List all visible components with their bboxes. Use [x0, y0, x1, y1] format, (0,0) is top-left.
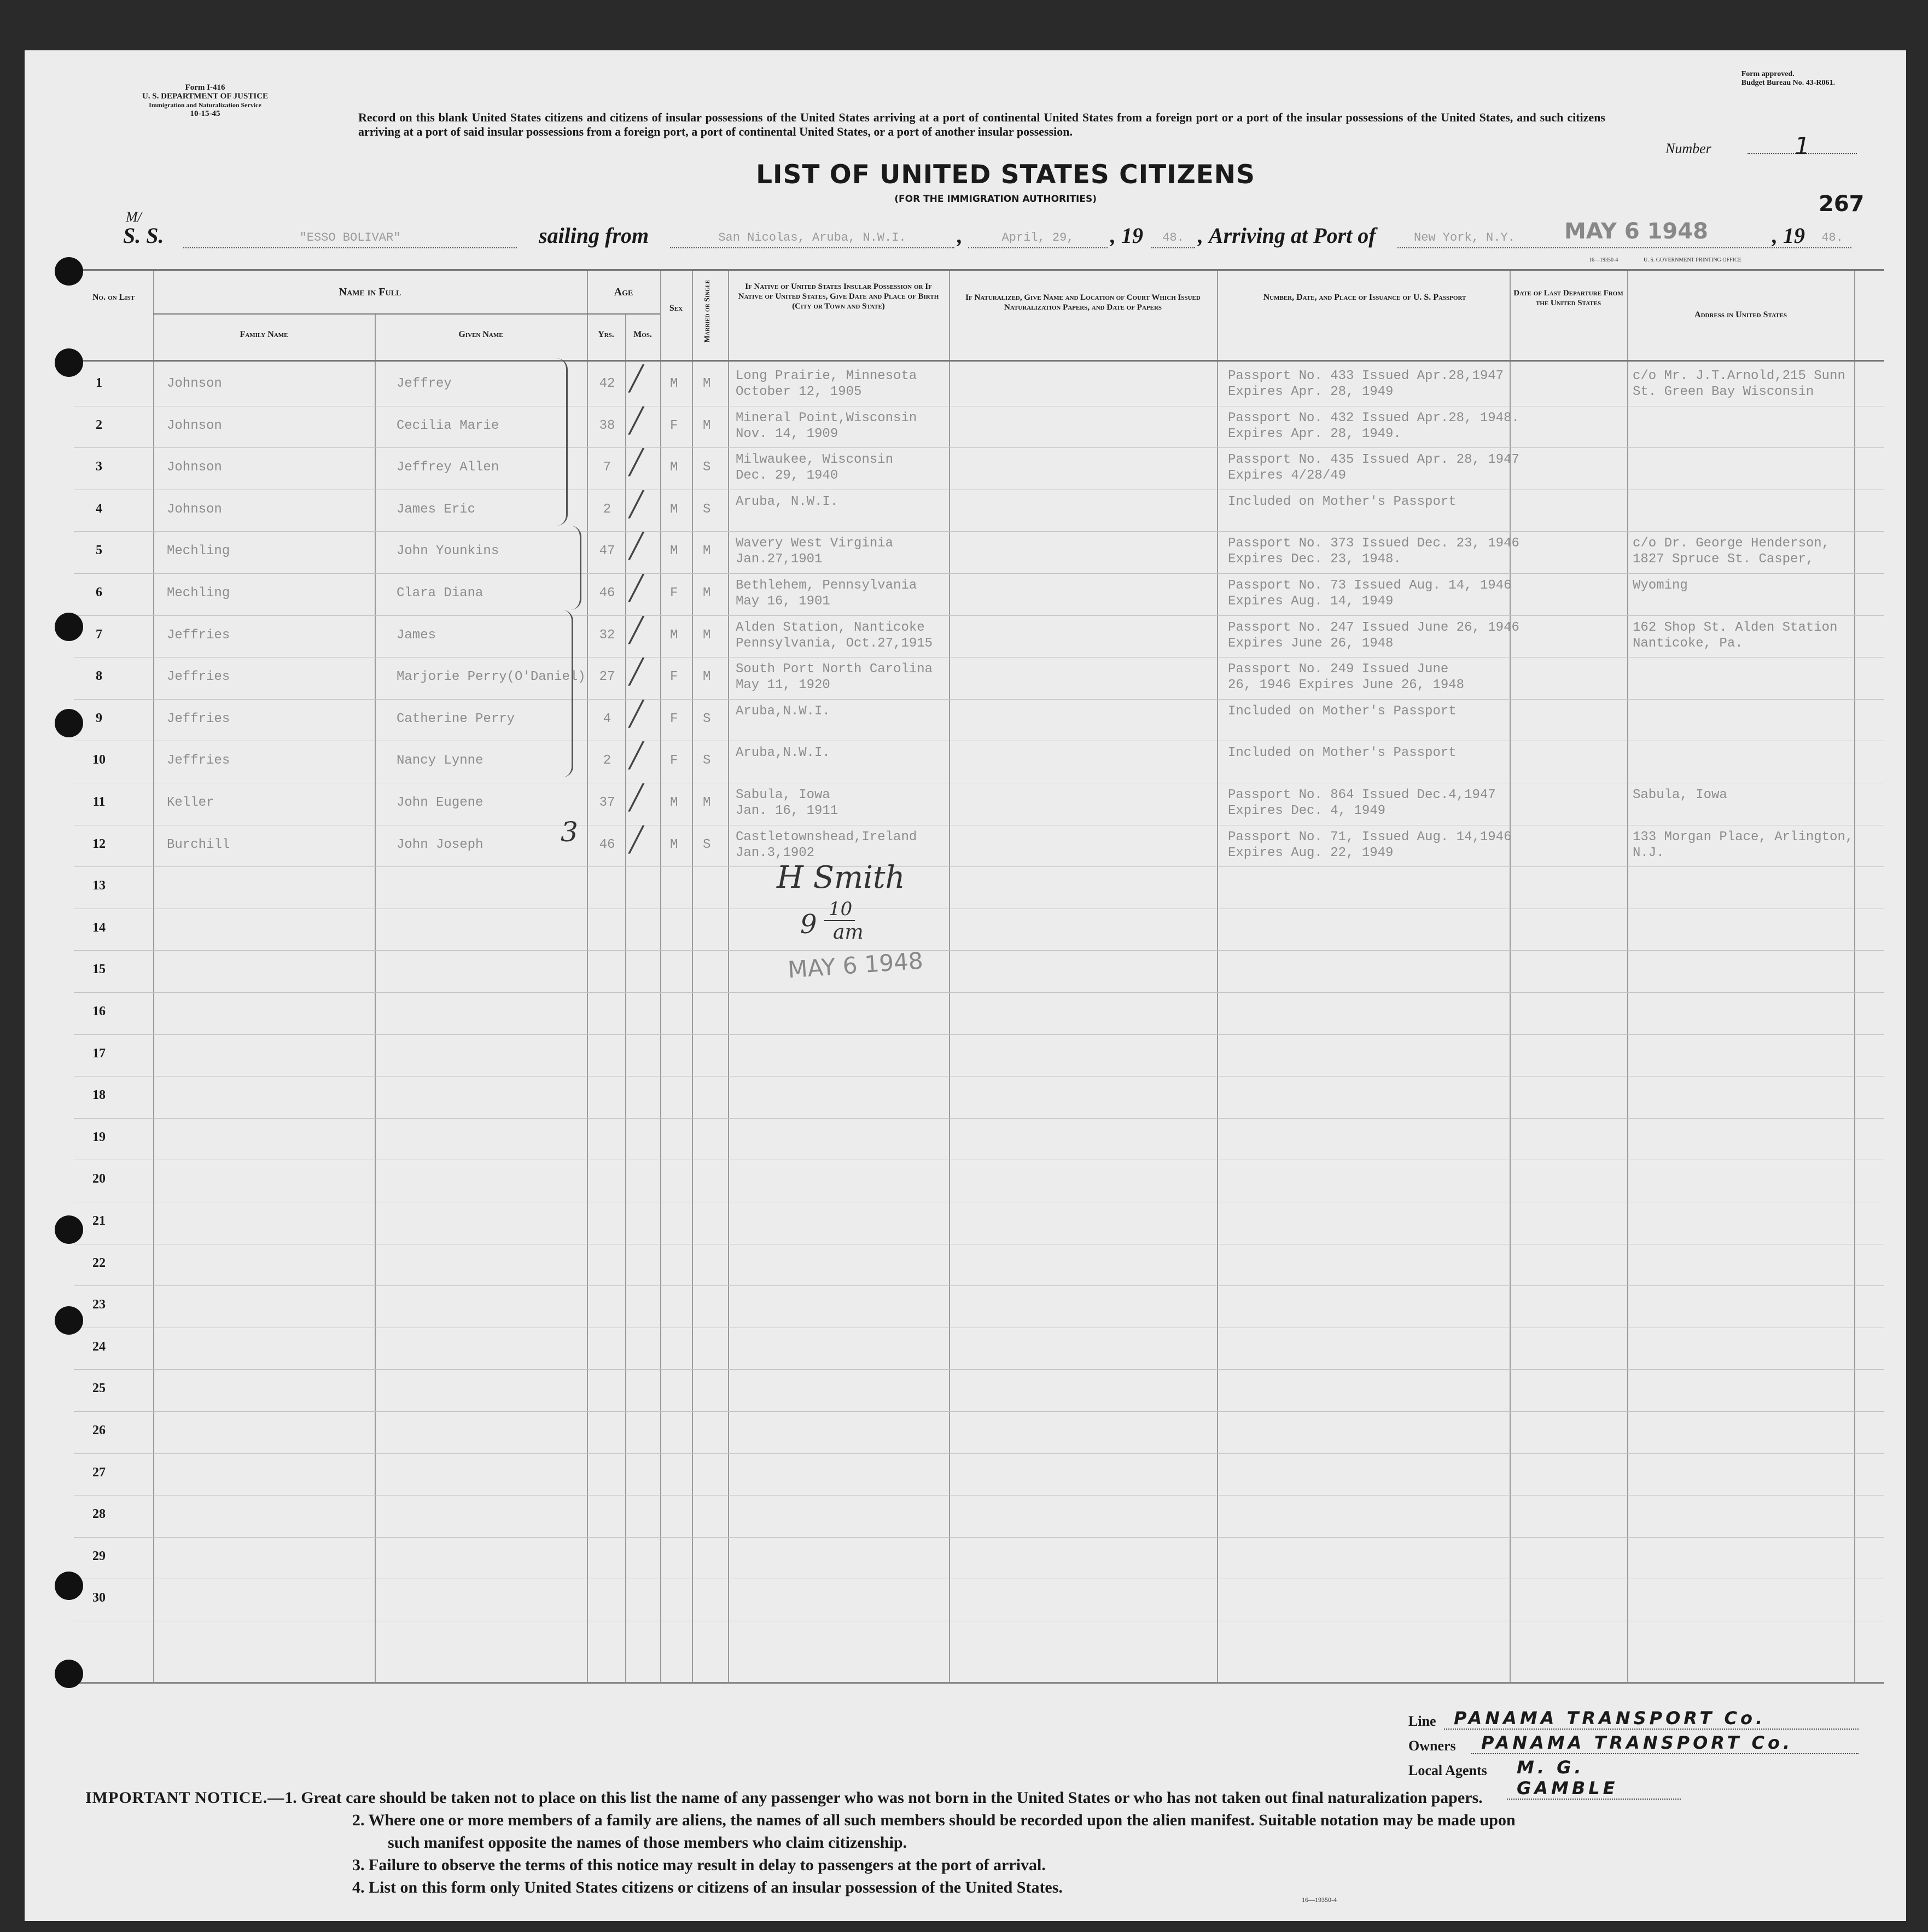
row-divider [74, 1034, 1884, 1035]
row-number: 28 [92, 1507, 106, 1522]
check-mark: ╱ [629, 574, 644, 602]
marital-status: M [703, 670, 711, 685]
family-name: Mechling [167, 544, 230, 559]
row-number: 16 [92, 1004, 106, 1019]
arrival-port: New York, N.Y. [1397, 231, 1819, 248]
row-number: 1 [96, 376, 102, 390]
birth-place: Aruba,N.W.I. [736, 703, 830, 719]
age-years: 2 [603, 502, 611, 517]
header-birth: If Native of United States Insular Possession or If Native of United States, Give Date and Place of Birth (City or Town and State) [738, 282, 939, 311]
sex: M [670, 837, 678, 852]
sex: F [670, 418, 678, 433]
row-number: 9 [96, 711, 102, 725]
sheet-number: 267 [1819, 191, 1865, 217]
row-number: 4 [96, 501, 102, 516]
age-years: 27 [599, 670, 615, 685]
punch-hole [55, 1660, 83, 1688]
important-notice [85, 1786, 1836, 1899]
check-mark: ╱ [629, 490, 644, 519]
check-mark: ╱ [629, 365, 644, 393]
row-number: 11 [92, 795, 106, 809]
row-number: 10 [92, 753, 106, 767]
family-name: Jeffries [167, 670, 230, 685]
birth-place: South Port North Carolina [736, 662, 933, 677]
approval-note [1741, 70, 1835, 88]
owners-value: PANAMA TRANSPORT Co. [1471, 1732, 1859, 1754]
birth-date: May 11, 1920 [736, 678, 830, 693]
family-name: Jeffries [167, 711, 230, 726]
year-prefix: 19 [1121, 223, 1143, 248]
passport-issued: Included on Mother's Passport [1228, 703, 1457, 719]
row-number: 3 [96, 459, 102, 474]
row-number: 19 [92, 1130, 106, 1144]
time-ampm: am [833, 921, 864, 944]
arriving-label: Arriving at Port of [1209, 223, 1376, 248]
header-years: Yrs. [598, 330, 614, 339]
birth-place: Aruba, N.W.I. [736, 494, 838, 509]
family-name: Jeffries [167, 627, 230, 643]
passport-expires: Expires June 26, 1948 [1228, 636, 1394, 651]
birth-date: May 16, 1901 [736, 594, 830, 609]
punch-hole [55, 1215, 83, 1244]
given-name: John Eugene [397, 795, 484, 810]
arrival-date-stamp: MAY 6 1948 [1564, 219, 1708, 244]
row-number: 21 [92, 1214, 106, 1228]
us-address-line-2: St. Green Bay Wisconsin [1633, 385, 1814, 399]
number-label: Number [1665, 141, 1711, 156]
given-name: Jeffrey Allen [397, 460, 499, 475]
header-given-name: Given Name [458, 330, 503, 339]
marital-status: S [703, 711, 711, 726]
punch-hole [55, 348, 83, 377]
family-name: Johnson [167, 460, 222, 475]
passport-expires: Expires Dec. 23, 1948. [1228, 552, 1401, 567]
age-years: 4 [603, 711, 611, 726]
us-address: 133 Morgan Place, Arlington, [1633, 829, 1854, 845]
birth-place: Mineral Point,Wisconsin [736, 410, 917, 426]
check-mark: ╱ [629, 616, 644, 644]
family-bracket [561, 610, 573, 777]
row-number: 17 [92, 1046, 106, 1061]
row-divider [74, 1369, 1884, 1370]
birth-date: Jan.27,1901 [736, 552, 823, 567]
marital-status: S [703, 753, 711, 769]
time-hour: 9 [800, 909, 817, 940]
family-name: Johnson [167, 418, 222, 433]
row-number: 13 [92, 878, 106, 893]
header-name-in-full: Name in Full [339, 286, 401, 298]
header-age: Age [614, 286, 633, 298]
passport-issued: Passport No. 73 Issued Aug. 14, 1946 [1228, 578, 1512, 593]
sailing-date: April, 29, [968, 231, 1108, 248]
header-last-departure: Date of Last Departure From the United States [1513, 289, 1623, 307]
family-name: Jeffries [167, 753, 230, 769]
form-number: Form I-416 [185, 83, 225, 92]
marital-status: S [703, 460, 711, 475]
punch-hole [55, 1572, 83, 1600]
us-address-line-2: Nanticoke, Pa. [1633, 636, 1743, 651]
notice-item-4: 4. List on this form only United States citizens or citizens of an insular possession of the United States. [352, 1878, 1063, 1896]
given-name: Cecilia Marie [397, 418, 499, 433]
row-divider [74, 1537, 1884, 1538]
sex: M [670, 544, 678, 559]
birth-place: Castletownshead,Ireland [736, 829, 917, 845]
sailing-year: 48. [1151, 231, 1195, 248]
birth-place: Long Prairie, Minnesota [736, 369, 917, 383]
row-number: 20 [92, 1172, 106, 1186]
manifest-page: Form I-416 U. S. DEPARTMENT OF JUSTICE Immigration and Naturalization Service 10-15-45 Record on this blank United States citizens and citizens of insular possessions of the United States arriving at a port of continental United States from a foreign port or a port of the insular possessions of the United States, and such citizens arriving at a port of said insular possessions from a foreign port, a port of continental United States, or a port of another insular possession. Form approved. Budget Bureau No. 43-R061. Number 1 LIST OF UNITED STATES CITIZENS (FOR THE IMMIGRATION AUTHORITIES) 267 M/ S. S. "ESSO BOLIVAR" sailing from San Nicolas, Aruba, N.W.I. , April, 29, , 19 48. , Arriving at Port of New York, N.Y. MAY 6 1948 , 19 48. 16—19350-4 U. S. GOVERNMENT PRINTING OFFICE No. on List Name in Full Family Name Given Name Age Yrs. Mos. Sex Married or Single If Native of United States Insular Possession or If Native of United States, Give Date and Place of Birth (City or Town and State) If Naturalized, Give Name and Location of Court Which Issued Naturalization Papers, and Date of Papers Number, Date, and Place of Issuance of U. S. Passport Date of Last Departure From the United States Address in United States 1 Johnson Jeffrey 42 M M Long Prairie, Minnesota October 12, 1905 Passport No. 433 Issued Apr.28,1947 Expires Apr. 28, 1949 c/o Mr. J.T.Arnold,215 Sunn St. Green Bay Wisconsin ╱ 2 Johnson Cecilia Marie 38 F M Mineral Point,Wisconsin Nov. 14, 1909 Passport No. 432 Issued Apr.28, 1948. Expires Apr. 28, 1949. ╱ 3 Johnson Jeffrey Allen 7 M S Milwaukee, Wisconsin Dec. 29, 1940 Passport No. 435 Issued Apr. 28, 1947 Expires 4/28/49 ╱ 4 Johnson James Eric 2 M S Aruba, N.W.I. Included on Mother's Passport ╱ 5 Mechling John Younkins 47 M M Wavery West Virginia Jan.27,1901 Passport No. 373 Issued Dec. 23, 1946 Expires Dec. 23, 1948. c/o Dr. George Henderson, 1827 Spruce St. Casper, ╱ 6 Mechling Clara Diana 46 F M Bethlehem, Pennsylvania May 16, 1901 Passport No. 73 Issued Aug. 14, 1946 Expires Aug. 14, 1949 Wyoming ╱ 7 Jeffries James 32 M M Alden Station, Nanticoke Pennsylvania, Oct.27,1915 Passport No. 247 Issued June 26, 1946 Expires June 26, 1948 162 Shop St. Alden Station Nanticoke, Pa. ╱ 8 Jeffries Marjorie Perry(O'Daniel) 27 F M South Port North Carolina May 11, 1920 Passport No. 249 Issued June 26, 1946 Expires June 26, 1948 ╱ 9 Jeffries Catherine Perry 4 F S Aruba,N.W.I. Included on Mother's Passport ╱ 10 Jeffries Nancy Lynne 2 F S Aruba,N.W.I. Included on Mother's Passport ╱ 11 Keller John Eugene 37 M M Sabula, Iowa Jan. 16, 1911 Passport No. 864 Issued Dec.4,1947 Expires Dec. 4, 1949 Sabula, Iowa ╱ 12 Burchill John Joseph 46 M S Castletownshead,Ireland Jan.3,1902 Passport No. 71, Issued Aug. 14,1946 Expires Aug. 22, 1949 133 Morgan Place, Arlington, N.J. ╱ 13 14 15 16 17 18 19 20 21 22 23 24 25 26 27 28 29 30 H Smith 9 10 am MAY 6 1948 3 Line PANAMA TRANSPORT Co. Owners PANAMA TRANSPORT Co. Local Agents M. G. GAMBLE [25, 50, 1906, 1921]
header-passport: Number, Date, and Place of Issuance of U. S. Passport [1263, 293, 1466, 302]
notice-item-1: 1. Great care should be taken not to place on this list the name of any passenger who was not born in the United States or who has not taken out final naturalization papers. [284, 1789, 1483, 1807]
sex: M [670, 376, 678, 391]
arrival-year: 48. [1813, 231, 1851, 248]
check-mark: ╱ [629, 700, 644, 728]
family-name: Johnson [167, 502, 222, 517]
agents-label: Local Agents [1408, 1762, 1487, 1778]
given-name: Jeffrey [397, 376, 452, 391]
header-number: No. on List [92, 293, 135, 302]
given-name: Marjorie Perry(O'Daniel) [397, 670, 586, 685]
header-address: Address in United States [1694, 310, 1787, 319]
notice-item-2-cont: such manifest opposite the names of those members who claim citizenship. [388, 1834, 907, 1852]
owners-label: Owners [1408, 1738, 1456, 1754]
row-divider [74, 447, 1884, 448]
row-divider [74, 1118, 1884, 1119]
row-number: 30 [92, 1591, 106, 1605]
departure-port: San Nicolas, Aruba, N.W.I. [670, 231, 954, 248]
passport-issued: Included on Mother's Passport [1228, 494, 1457, 509]
row-number: 29 [92, 1549, 106, 1563]
family-name: Mechling [167, 586, 230, 601]
marital-status: M [703, 627, 711, 643]
row-number: 2 [96, 417, 102, 432]
age-years: 7 [603, 460, 611, 475]
row-number: 8 [96, 669, 102, 684]
passport-expires: Expires Apr. 28, 1949. [1228, 426, 1401, 441]
age-years: 37 [599, 795, 615, 810]
page-title: LIST OF UNITED STATES CITIZENS [756, 160, 1255, 190]
passport-issued: Passport No. 249 Issued June [1228, 662, 1449, 677]
birth-date: Jan. 16, 1911 [736, 804, 838, 818]
birth-date: October 12, 1905 [736, 385, 862, 399]
row-divider [74, 573, 1884, 574]
marital-status: M [703, 418, 711, 433]
service: Immigration and Naturalization Service [149, 101, 261, 109]
birth-date: Jan.3,1902 [736, 845, 815, 860]
family-bracket [555, 358, 568, 526]
header-sex: Sex [669, 304, 683, 313]
age-years: 2 [603, 753, 611, 769]
row-divider [74, 1453, 1884, 1454]
birth-place: Alden Station, Nanticoke [736, 620, 925, 635]
punch-hole [55, 613, 83, 641]
sex: F [670, 670, 678, 685]
passport-expires: Expires Apr. 28, 1949 [1228, 385, 1394, 399]
birth-place: Milwaukee, Wisconsin [736, 452, 894, 468]
ms-prefix: M/ [126, 209, 142, 225]
notice-item-3: 3. Failure to observe the terms of this notice may result in delay to passengers at the port of arrival. [352, 1856, 1046, 1874]
family-name: Keller [167, 795, 214, 810]
vessel-name: "ESSO BOLIVAR" [183, 231, 517, 248]
row-number: 14 [92, 920, 106, 935]
check-mark: ╱ [629, 449, 644, 477]
row-number: 22 [92, 1255, 106, 1270]
birth-place: Bethlehem, Pennsylvania [736, 578, 917, 593]
check-mark: ╱ [629, 742, 644, 770]
age-years: 47 [599, 544, 615, 559]
department: U. S. DEPARTMENT OF JUSTICE [142, 92, 269, 101]
row-number: 7 [96, 627, 102, 642]
row-number: 27 [92, 1465, 106, 1480]
header-family-name: Family Name [240, 330, 288, 339]
birth-place: Sabula, Iowa [736, 788, 830, 802]
birth-date: Pennsylvania, Oct.27,1915 [736, 636, 933, 651]
row-divider [74, 866, 1884, 867]
row-number: 12 [92, 836, 106, 851]
group-mark: 3 [561, 816, 578, 848]
marital-status: M [703, 544, 711, 559]
printer-name: U. S. GOVERNMENT PRINTING OFFICE [1644, 257, 1741, 263]
arrival-year-prefix: 19 [1783, 223, 1805, 248]
marital-status: M [703, 376, 711, 391]
passport-issued: Passport No. 864 Issued Dec.4,1947 [1228, 788, 1496, 802]
row-number: 5 [96, 543, 102, 558]
age-years: 42 [599, 376, 615, 391]
row-number: 25 [92, 1381, 106, 1396]
given-name: John Joseph [397, 837, 484, 852]
passenger-table [74, 269, 1884, 1684]
marital-status: M [703, 586, 711, 601]
passport-issued: Passport No. 432 Issued Apr.28, 1948. [1228, 410, 1519, 426]
row-number: 26 [92, 1423, 106, 1438]
family-name: Burchill [167, 837, 230, 852]
row-divider [74, 992, 1884, 993]
passport-issued: Passport No. 247 Issued June 26, 1946 [1228, 620, 1519, 635]
sex: M [670, 502, 678, 517]
passport-issued: Passport No. 71, Issued Aug. 14,1946 [1228, 829, 1512, 845]
sex: F [670, 753, 678, 769]
sex: M [670, 627, 678, 643]
check-mark: ╱ [629, 532, 644, 561]
given-name: James Eric [397, 502, 476, 517]
line-label: Line [1408, 1713, 1436, 1729]
given-name: James [397, 627, 436, 643]
passport-issued: Passport No. 373 Issued Dec. 23, 1946 [1228, 536, 1519, 551]
sex: F [670, 711, 678, 726]
birth-date: Dec. 29, 1940 [736, 468, 838, 484]
us-address: c/o Dr. George Henderson, [1633, 536, 1830, 551]
record-instructions: Record on this blank United States citizens and citizens of insular possessions of the United States arriving at a port of continental United States from a foreign port or a port of the insular possessions of the United States, and such citizens arriving at a port of said insular possessions from a foreign port, a port of continental United States, or a port of another insular possession. [358, 110, 1605, 138]
row-number: 23 [92, 1297, 106, 1312]
notice-item-2: 2. Where one or more members of a family are aliens, the names of all such members should be recorded upon the alien manifest. Suitable notation may be made upon [352, 1811, 1516, 1829]
row-number: 18 [92, 1088, 106, 1103]
approved-line: Form approved. [1741, 70, 1795, 78]
marital-status: S [703, 502, 711, 517]
birth-place: Aruba,N.W.I. [736, 746, 830, 761]
budget-bureau-line: Budget Bureau No. 43-R061. [1741, 79, 1835, 87]
us-address-line-2: N.J. [1633, 845, 1664, 860]
given-name: Catherine Perry [397, 711, 515, 726]
passport-issued: Passport No. 435 Issued Apr. 28, 1947 [1228, 452, 1519, 468]
print-code: 16—19350-4 [1589, 257, 1618, 263]
page-subtitle: (FOR THE IMMIGRATION AUTHORITIES) [894, 194, 1097, 205]
punch-hole [55, 1306, 83, 1335]
punch-hole [55, 709, 83, 737]
time-minutes: 10 [829, 898, 853, 920]
form-identifier [90, 83, 320, 118]
row-number: 6 [96, 585, 102, 600]
us-address-line-2: 1827 Spruce St. Casper, [1633, 552, 1814, 567]
sex: F [670, 586, 678, 601]
check-mark: ╱ [629, 658, 644, 686]
row-divider [74, 699, 1884, 700]
marital-status: M [703, 795, 711, 810]
given-name: Nancy Lynne [397, 753, 484, 769]
passport-expires: Expires 4/28/49 [1228, 468, 1347, 484]
us-address: Wyoming [1633, 578, 1688, 593]
us-address: Sabula, Iowa [1633, 788, 1727, 802]
passport-expires: Expires Dec. 4, 1949 [1228, 804, 1386, 818]
sailing-label: sailing from [539, 223, 649, 248]
row-divider [74, 1411, 1884, 1412]
us-address: 162 Shop St. Alden Station [1633, 620, 1838, 635]
inspector-signature: H Smith [777, 860, 905, 895]
marital-status: S [703, 837, 711, 852]
header-married-single: Married or Single [703, 280, 712, 343]
header-months: Mos. [633, 330, 652, 339]
form-date: 10-15-45 [190, 109, 220, 118]
check-mark: ╱ [629, 825, 644, 854]
row-divider [74, 531, 1884, 532]
row-divider [74, 615, 1884, 616]
age-years: 32 [599, 627, 615, 643]
passport-expires: 26, 1946 Expires June 26, 1948 [1228, 678, 1465, 693]
passport-expires: Expires Aug. 14, 1949 [1228, 594, 1394, 609]
bottom-print-code: 16—19350-4 [1302, 1896, 1337, 1904]
family-name: Johnson [167, 376, 222, 391]
family-bracket [569, 526, 581, 609]
ss-label: S. S. [123, 223, 164, 248]
given-name: John Younkins [397, 544, 499, 559]
notice-lead: IMPORTANT NOTICE.— [85, 1789, 285, 1807]
passport-expires: Expires Aug. 22, 1949 [1228, 845, 1394, 860]
number-value: 1 [1748, 132, 1857, 154]
passport-issued: Passport No. 433 Issued Apr.28,1947 [1228, 369, 1504, 383]
age-years: 46 [599, 837, 615, 852]
passport-issued: Included on Mother's Passport [1228, 746, 1457, 761]
check-mark: ╱ [629, 406, 644, 435]
row-divider [74, 1285, 1884, 1286]
birth-place: Wavery West Virginia [736, 536, 894, 551]
line-value: PANAMA TRANSPORT Co. [1444, 1708, 1859, 1730]
given-name: Clara Diana [397, 586, 484, 601]
sex: M [670, 460, 678, 475]
sex: M [670, 795, 678, 810]
us-address: c/o Mr. J.T.Arnold,215 Sunn [1633, 369, 1845, 383]
row-divider [74, 950, 1884, 951]
row-number: 15 [92, 962, 106, 977]
received-date-stamp: MAY 6 1948 [787, 947, 924, 984]
agents-value: M. G. GAMBLE [1507, 1757, 1681, 1800]
birth-date: Nov. 14, 1909 [736, 426, 838, 441]
age-years: 46 [599, 586, 615, 601]
row-number: 24 [92, 1339, 106, 1354]
punch-hole [55, 257, 83, 286]
header-naturalized: If Naturalized, Give Name and Location of Court Which Issued Naturalization Papers, and Date of Papers [965, 293, 1201, 312]
age-years: 38 [599, 418, 615, 433]
check-mark: ╱ [629, 784, 644, 812]
